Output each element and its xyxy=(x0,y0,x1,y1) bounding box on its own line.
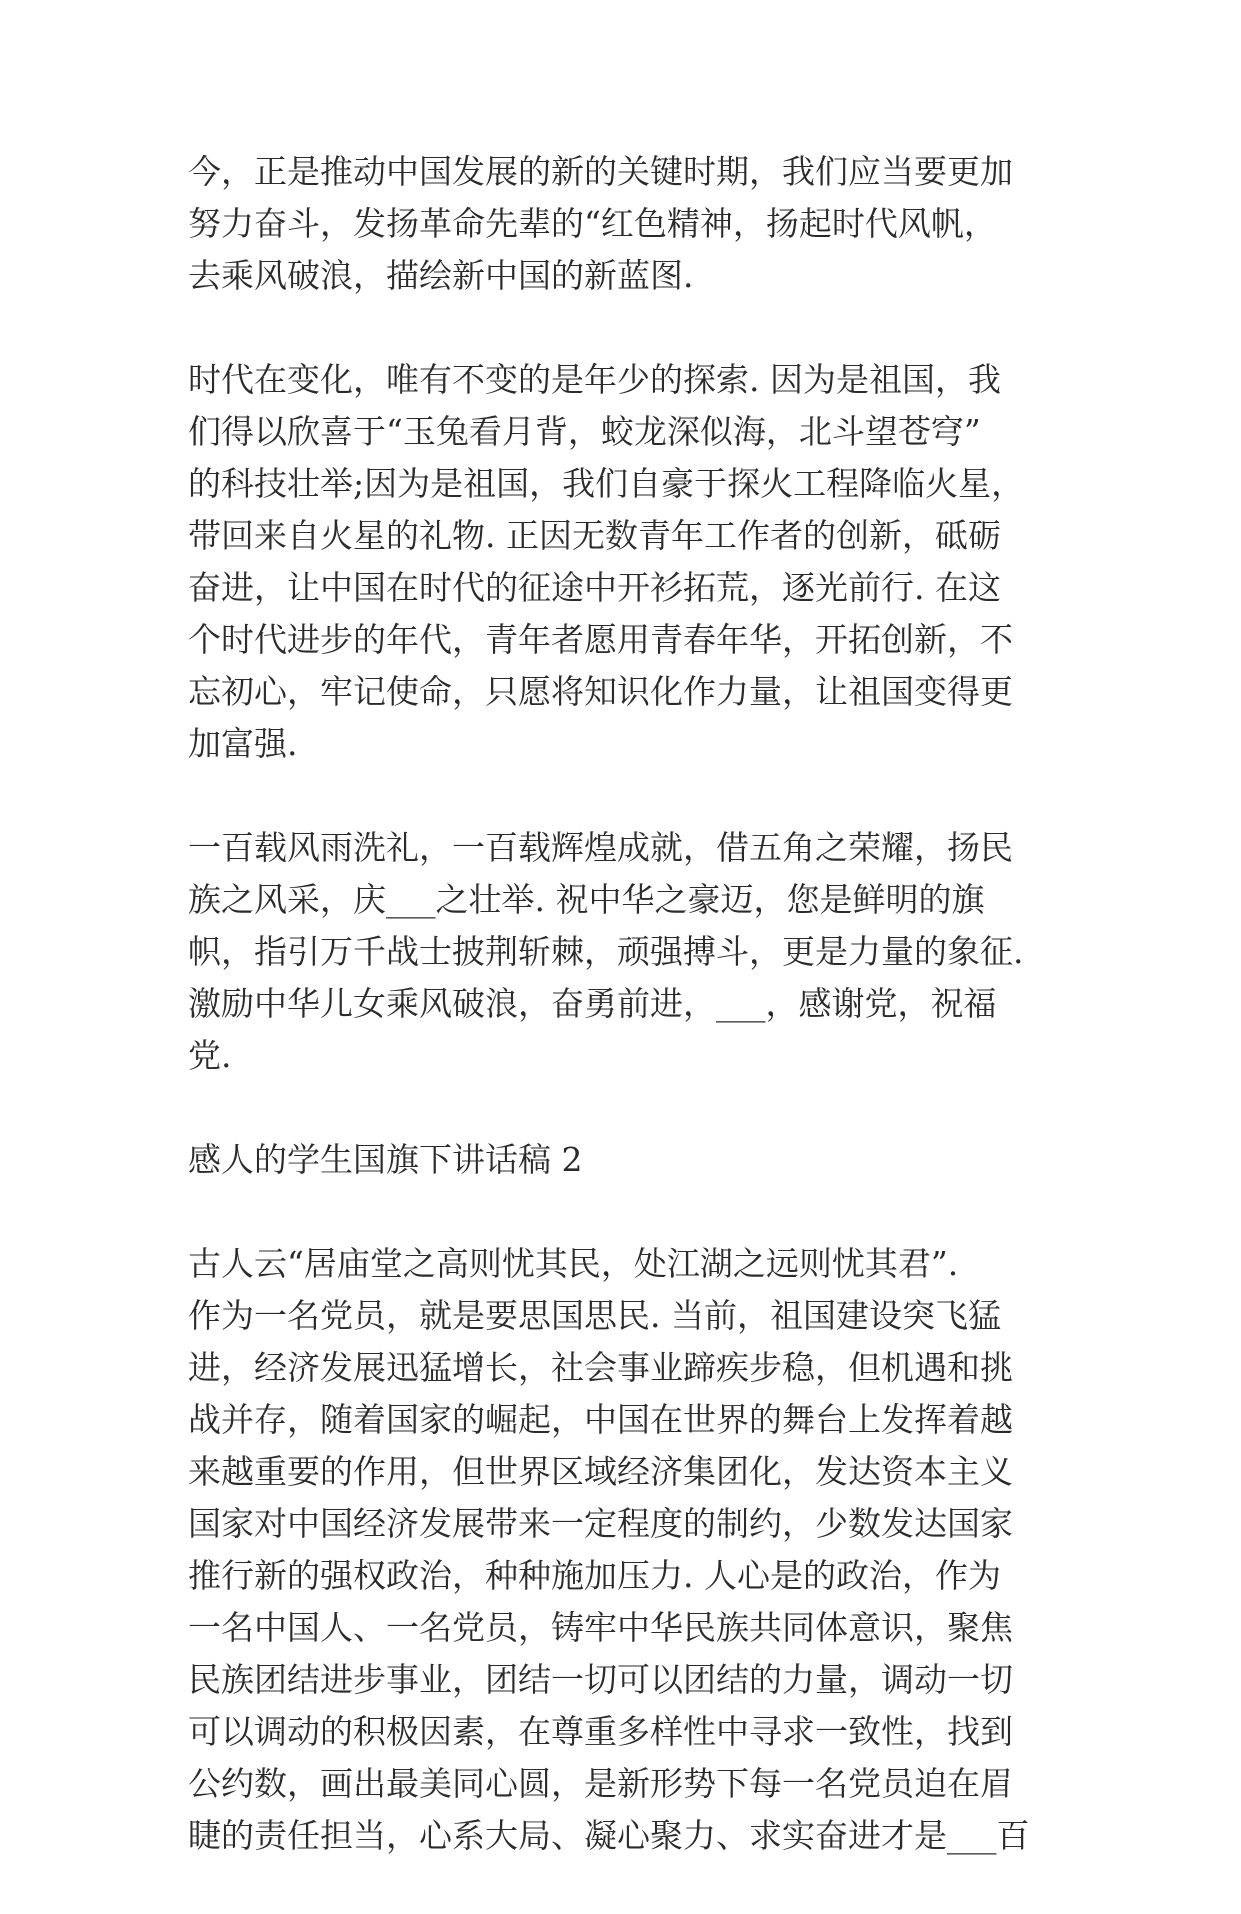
text-line: 忘初心，牢记使命，只愿将知识化作力量，让祖国变得更 xyxy=(188,672,1013,711)
paragraph-1 xyxy=(188,146,1048,302)
text-line: 们得以欣喜于“玉兔看月背，蛟龙深似海，北斗望苍穹” xyxy=(188,412,981,451)
section-heading xyxy=(188,1134,1048,1186)
text-line: 带回来自火星的礼物. 正因无数青年工作者的创新，砥砺 xyxy=(188,516,1001,555)
text-line: 推行新的强权政治，种种施加压力. 人心是的政治，作为 xyxy=(188,1556,1001,1595)
paragraph-2 xyxy=(188,354,1048,770)
text-line: 古人云“居庙堂之高则忧其民，处江湖之远则忧其君”. xyxy=(188,1244,959,1283)
text-line: 作为一名党员，就是要思国思民. 当前，祖国建设突飞猛 xyxy=(188,1296,1001,1335)
text-line: 奋进，让中国在时代的征途中开衫拓荒，逐光前行. 在这 xyxy=(188,568,1001,607)
text-line: 公约数，画出最美同心圆，是新形势下每一名党员迫在眉 xyxy=(188,1764,1013,1803)
text-line: 睫的责任担当，心系大局、凝心聚力、求实奋进才是___百 xyxy=(188,1816,1030,1855)
text-line: 加富强. xyxy=(188,724,298,763)
text-line: 一百载风雨洗礼，一百载辉煌成就，借五角之荣耀，扬民 xyxy=(188,828,1013,867)
text-line: 战并存，随着国家的崛起，中国在世界的舞台上发挥着越 xyxy=(188,1400,1013,1439)
paragraph-4 xyxy=(188,1238,1048,1862)
text-line: 努力奋斗，发扬革命先辈的“红色精神，扬起时代风帆， xyxy=(188,204,997,243)
text-line: 帜，指引万千战士披荆斩棘，顽强搏斗，更是力量的象征. xyxy=(188,932,1024,971)
text-line: 一名中国人、一名党员，铸牢中华民族共同体意识，聚焦 xyxy=(188,1608,1013,1647)
heading-text: 感人的学生国旗下讲话稿 2 xyxy=(188,1140,583,1179)
text-line: 今，正是推动中国发展的新的关键时期，我们应当要更加 xyxy=(188,152,1013,191)
text-line: 进，经济发展迅猛增长，社会事业蹄疾步稳，但机遇和挑 xyxy=(188,1348,1013,1387)
document-body xyxy=(188,146,1048,1914)
text-line: 个时代进步的年代，青年者愿用青春年华，开拓创新，不 xyxy=(188,620,1013,659)
text-line: 国家对中国经济发展带来一定程度的制约，少数发达国家 xyxy=(188,1504,1013,1543)
text-line: 时代在变化，唯有不变的是年少的探索. 因为是祖国，我 xyxy=(188,360,1001,399)
text-line: 去乘风破浪，描绘新中国的新蓝图. xyxy=(188,256,694,295)
text-line: 来越重要的作用，但世界区域经济集团化，发达资本主义 xyxy=(188,1452,1013,1491)
text-line: 民族团结进步事业，团结一切可以团结的力量，调动一切 xyxy=(188,1660,1013,1699)
text-line: 的科技壮举;因为是祖国，我们自豪于探火工程降临火星， xyxy=(188,464,1025,503)
text-line: 族之风采，庆___之壮举. 祝中华之豪迈，您是鲜明的旗 xyxy=(188,880,985,919)
text-line: 激励中华儿女乘风破浪，奋勇前进，___，感谢党，祝福 xyxy=(188,984,997,1023)
text-line: 党. xyxy=(188,1036,232,1075)
paragraph-3 xyxy=(188,822,1048,1082)
text-line: 可以调动的积极因素，在尊重多样性中寻求一致性，找到 xyxy=(188,1712,1013,1751)
